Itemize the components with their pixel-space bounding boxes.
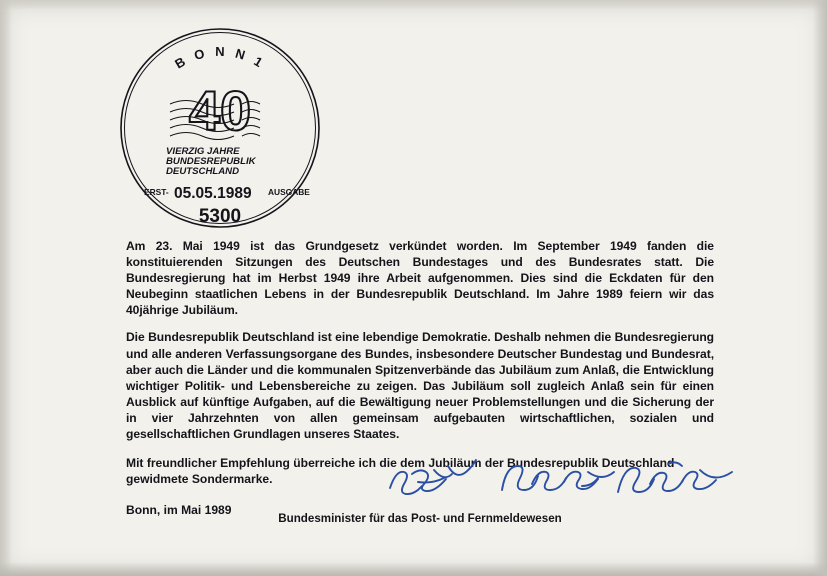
signature-caption: Bundesminister für das Post- und Fernmeldewesen [278, 512, 562, 525]
postmark-anniversary-number: 40 [188, 79, 252, 142]
postmark-postal-code: 5300 [198, 206, 242, 227]
postmark-emblem [170, 79, 260, 142]
postmark-city: B O N N 1 [172, 43, 268, 72]
svg-text:BUNDESREPUBLIK: BUNDESREPUBLIK [166, 156, 256, 167]
postmark-ausgabe-label: AUSGABE [268, 187, 310, 197]
postmark-date: 05.05.1989 [174, 185, 252, 202]
signature-group [382, 452, 742, 504]
letter-paragraph-1: Am 23. Mai 1949 ist das Grundgesetz verkündet worden. Im September 1949 fanden die konstituierenden Sitzungen des Deutschen Bundestages und des Bundesrates statt. Die Bundesregierung hat im Herbst 1949 ihre Arbeit aufgenommen. Dies sind die Eckdaten für den Neubeginn staatlichen Lebens in der Bundesrepublik Deutschland. Im Jahre 1989 feiern wir das 40jährige Jubiläum. [126, 239, 714, 318]
first-day-postmark [118, 26, 322, 230]
paper-edge-bottom [0, 562, 827, 576]
svg-text:VIERZIG JAHRE: VIERZIG JAHRE [166, 146, 240, 157]
letter-paragraph-2: Die Bundesrepublik Deutschland ist eine lebendige Demokratie. Deshalb nehmen die Bundesregierung und alle anderen Verfassungsorgane des Bundes, insbesondere Deutscher Bundestag und Bundesrat, aber auch die Länder und die kommunalen Spitzenverbände das Jubiläum zum Anlaß, die Entwicklung wichtiger Politik- und Lebensbereiche zu zeigen. Das Jubiläum soll zugleich Anlaß sein für einen Ausblick auf künftige Aufgaben, auf die Bewältigung neuer Problemstellungen und die Sicherung der in vier Jahrzehnten von allen gemeinsam aufgebauten wirtschaftlichen, sozialen und gesellschaftlichen Grundlagen unseres Staates. [126, 330, 714, 442]
postmark-anniversary-caption [166, 146, 257, 177]
paper-edge-right [813, 0, 827, 576]
paper-edge-top [0, 0, 827, 10]
postmark-erst-label: ERST- [144, 187, 169, 197]
svg-text:DEUTSCHLAND: DEUTSCHLAND [166, 166, 240, 177]
letter-closing: Mit freundlicher Empfehlung überreiche ich die dem Jubiläum der Bundesrepublik Deutschland gewidmete Sondermarke. [126, 456, 675, 487]
signature-second [502, 466, 614, 490]
signature-first [390, 460, 476, 494]
letter-dateline: Bonn, im Mai 1989 [126, 503, 232, 518]
paper-edge-left [0, 0, 12, 576]
svg-text:B O N N 1 [172, 44, 268, 72]
signature-third [618, 462, 732, 492]
